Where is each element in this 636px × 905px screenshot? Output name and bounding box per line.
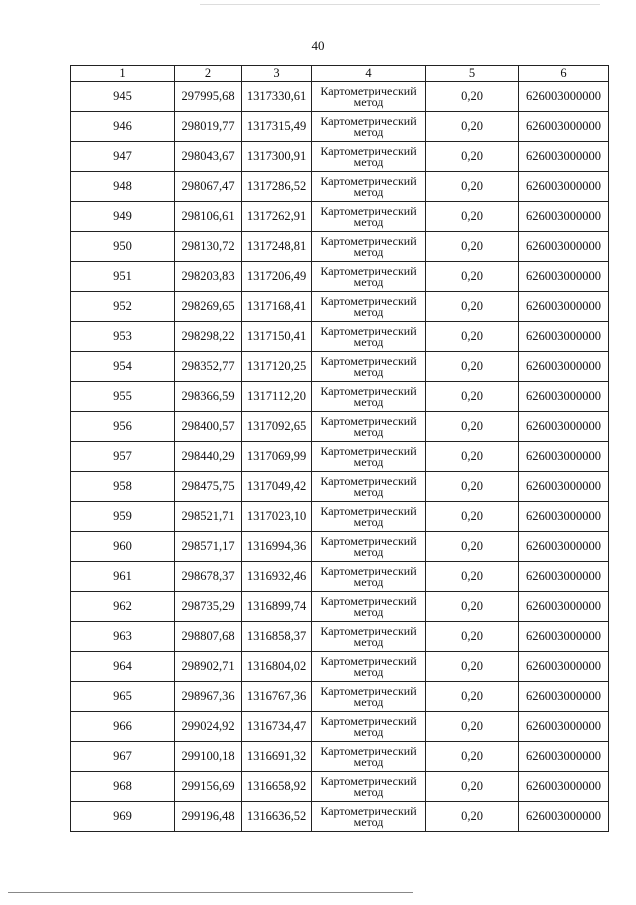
cell-x-coordinate: 298571,17 <box>175 532 242 562</box>
method-line-1: Картометрический <box>320 233 417 248</box>
cell-y-coordinate: 1316767,36 <box>242 682 312 712</box>
table-row <box>71 502 609 532</box>
cell-method <box>312 472 426 502</box>
method-line-1: Картометрический <box>320 473 417 488</box>
cell-x-coordinate: 298475,75 <box>175 472 242 502</box>
top-rule <box>200 4 600 5</box>
bottom-rule <box>8 892 413 893</box>
cell-code: 626003000000 <box>519 712 609 742</box>
method-line-2: метод <box>353 334 384 349</box>
cell-point-number: 960 <box>71 532 175 562</box>
cell-y-coordinate: 1317286,52 <box>242 172 312 202</box>
cell-accuracy: 0,20 <box>426 382 519 412</box>
method-line-2: метод <box>353 184 384 199</box>
cell-y-coordinate: 1317150,41 <box>242 322 312 352</box>
cell-code: 626003000000 <box>519 472 609 502</box>
cell-code: 626003000000 <box>519 502 609 532</box>
method-line-1: Картометрический <box>320 143 417 158</box>
table-row <box>71 142 609 172</box>
method-line-2: метод <box>353 484 384 499</box>
cell-accuracy: 0,20 <box>426 172 519 202</box>
table-row <box>71 472 609 502</box>
cell-accuracy: 0,20 <box>426 442 519 472</box>
method-line-1: Картометрический <box>320 653 417 668</box>
method-line-2: метод <box>353 304 384 319</box>
coordinates-table <box>70 65 609 832</box>
cell-code: 626003000000 <box>519 532 609 562</box>
method-line-1: Картометрический <box>320 443 417 458</box>
cell-accuracy: 0,20 <box>426 502 519 532</box>
cell-method <box>312 142 426 172</box>
cell-y-coordinate: 1317092,65 <box>242 412 312 442</box>
method-line-2: метод <box>353 724 384 739</box>
cell-x-coordinate: 298967,36 <box>175 682 242 712</box>
cell-method <box>312 772 426 802</box>
cell-x-coordinate: 298400,57 <box>175 412 242 442</box>
method-line-1: Картометрический <box>320 263 417 278</box>
cell-x-coordinate: 298203,83 <box>175 262 242 292</box>
cell-x-coordinate: 298521,71 <box>175 502 242 532</box>
cell-method <box>312 322 426 352</box>
cell-accuracy: 0,20 <box>426 112 519 142</box>
table-row <box>71 382 609 412</box>
method-line-1: Картометрический <box>320 113 417 128</box>
cell-accuracy: 0,20 <box>426 202 519 232</box>
method-line-1: Картометрический <box>320 683 417 698</box>
method-line-1: Картометрический <box>320 83 417 98</box>
cell-x-coordinate: 298366,59 <box>175 382 242 412</box>
table-row <box>71 172 609 202</box>
cell-code: 626003000000 <box>519 82 609 112</box>
cell-y-coordinate: 1316804,02 <box>242 652 312 682</box>
method-line-2: метод <box>353 124 384 139</box>
cell-accuracy: 0,20 <box>426 262 519 292</box>
table-row <box>71 772 609 802</box>
cell-y-coordinate: 1317248,81 <box>242 232 312 262</box>
cell-code: 626003000000 <box>519 112 609 142</box>
method-line-1: Картометрический <box>320 803 417 818</box>
cell-y-coordinate: 1316658,92 <box>242 772 312 802</box>
cell-point-number: 966 <box>71 712 175 742</box>
table-row <box>71 652 609 682</box>
method-line-2: метод <box>353 424 384 439</box>
cell-code: 626003000000 <box>519 292 609 322</box>
cell-code: 626003000000 <box>519 322 609 352</box>
method-line-2: метод <box>353 274 384 289</box>
cell-method <box>312 502 426 532</box>
cell-code: 626003000000 <box>519 352 609 382</box>
table-row <box>71 202 609 232</box>
cell-x-coordinate: 299100,18 <box>175 742 242 772</box>
cell-method <box>312 682 426 712</box>
cell-point-number: 967 <box>71 742 175 772</box>
cell-y-coordinate: 1317023,10 <box>242 502 312 532</box>
cell-x-coordinate: 298902,71 <box>175 652 242 682</box>
table-row <box>71 232 609 262</box>
cell-code: 626003000000 <box>519 772 609 802</box>
column-header-6: 6 <box>519 66 609 82</box>
cell-method <box>312 292 426 322</box>
cell-point-number: 969 <box>71 802 175 832</box>
method-line-2: метод <box>353 454 384 469</box>
cell-accuracy: 0,20 <box>426 142 519 172</box>
cell-method <box>312 112 426 142</box>
cell-x-coordinate: 298298,22 <box>175 322 242 352</box>
cell-point-number: 950 <box>71 232 175 262</box>
table-row <box>71 742 609 772</box>
cell-accuracy: 0,20 <box>426 622 519 652</box>
cell-point-number: 963 <box>71 622 175 652</box>
cell-method <box>312 592 426 622</box>
cell-method <box>312 382 426 412</box>
method-line-1: Картометрический <box>320 503 417 518</box>
cell-y-coordinate: 1317315,49 <box>242 112 312 142</box>
cell-method <box>312 412 426 442</box>
method-line-2: метод <box>353 814 384 829</box>
cell-method <box>312 442 426 472</box>
cell-code: 626003000000 <box>519 652 609 682</box>
cell-method <box>312 532 426 562</box>
cell-point-number: 965 <box>71 682 175 712</box>
method-line-1: Картометрический <box>320 563 417 578</box>
method-line-1: Картометрический <box>320 353 417 368</box>
table-row <box>71 532 609 562</box>
cell-method <box>312 82 426 112</box>
cell-accuracy: 0,20 <box>426 532 519 562</box>
cell-accuracy: 0,20 <box>426 562 519 592</box>
cell-y-coordinate: 1316932,46 <box>242 562 312 592</box>
cell-code: 626003000000 <box>519 682 609 712</box>
cell-point-number: 968 <box>71 772 175 802</box>
method-line-2: метод <box>353 694 384 709</box>
table-row <box>71 442 609 472</box>
cell-code: 626003000000 <box>519 442 609 472</box>
cell-point-number: 956 <box>71 412 175 442</box>
method-line-1: Картометрический <box>320 533 417 548</box>
column-header-4: 4 <box>312 66 426 82</box>
cell-x-coordinate: 298130,72 <box>175 232 242 262</box>
cell-y-coordinate: 1316899,74 <box>242 592 312 622</box>
cell-point-number: 949 <box>71 202 175 232</box>
cell-code: 626003000000 <box>519 802 609 832</box>
method-line-1: Картометрический <box>320 413 417 428</box>
method-line-2: метод <box>353 154 384 169</box>
cell-method <box>312 352 426 382</box>
cell-accuracy: 0,20 <box>426 802 519 832</box>
cell-point-number: 964 <box>71 652 175 682</box>
cell-point-number: 953 <box>71 322 175 352</box>
cell-x-coordinate: 298735,29 <box>175 592 242 622</box>
cell-y-coordinate: 1317300,91 <box>242 142 312 172</box>
table-row <box>71 712 609 742</box>
column-header-5: 5 <box>426 66 519 82</box>
cell-y-coordinate: 1317262,91 <box>242 202 312 232</box>
cell-accuracy: 0,20 <box>426 772 519 802</box>
cell-y-coordinate: 1317069,99 <box>242 442 312 472</box>
cell-y-coordinate: 1316858,37 <box>242 622 312 652</box>
cell-point-number: 945 <box>71 82 175 112</box>
cell-code: 626003000000 <box>519 622 609 652</box>
cell-accuracy: 0,20 <box>426 712 519 742</box>
cell-method <box>312 562 426 592</box>
method-line-1: Картометрический <box>320 203 417 218</box>
method-line-2: метод <box>353 784 384 799</box>
cell-code: 626003000000 <box>519 232 609 262</box>
cell-y-coordinate: 1316734,47 <box>242 712 312 742</box>
cell-code: 626003000000 <box>519 202 609 232</box>
cell-point-number: 952 <box>71 292 175 322</box>
cell-code: 626003000000 <box>519 382 609 412</box>
method-line-2: метод <box>353 514 384 529</box>
method-line-1: Картометрический <box>320 593 417 608</box>
cell-point-number: 951 <box>71 262 175 292</box>
method-line-2: метод <box>353 394 384 409</box>
column-header-3: 3 <box>242 66 312 82</box>
cell-accuracy: 0,20 <box>426 592 519 622</box>
cell-accuracy: 0,20 <box>426 322 519 352</box>
cell-accuracy: 0,20 <box>426 652 519 682</box>
method-line-2: метод <box>353 94 384 109</box>
method-line-2: метод <box>353 634 384 649</box>
cell-x-coordinate: 298440,29 <box>175 442 242 472</box>
cell-method <box>312 712 426 742</box>
cell-method <box>312 262 426 292</box>
cell-code: 626003000000 <box>519 172 609 202</box>
table-row <box>71 412 609 442</box>
cell-x-coordinate: 298019,77 <box>175 112 242 142</box>
cell-method <box>312 202 426 232</box>
column-header-2: 2 <box>175 66 242 82</box>
table-row <box>71 352 609 382</box>
cell-x-coordinate: 298352,77 <box>175 352 242 382</box>
method-line-1: Картометрический <box>320 383 417 398</box>
cell-code: 626003000000 <box>519 262 609 292</box>
cell-accuracy: 0,20 <box>426 412 519 442</box>
table-row <box>71 292 609 322</box>
cell-x-coordinate: 298269,65 <box>175 292 242 322</box>
cell-method <box>312 802 426 832</box>
cell-accuracy: 0,20 <box>426 82 519 112</box>
method-line-2: метод <box>353 664 384 679</box>
column-header-1: 1 <box>71 66 175 82</box>
cell-method <box>312 742 426 772</box>
cell-method <box>312 652 426 682</box>
cell-method <box>312 172 426 202</box>
table-row <box>71 622 609 652</box>
cell-x-coordinate: 299024,92 <box>175 712 242 742</box>
cell-y-coordinate: 1317049,42 <box>242 472 312 502</box>
method-line-1: Картометрический <box>320 623 417 638</box>
table-header-row <box>71 66 609 82</box>
cell-y-coordinate: 1317330,61 <box>242 82 312 112</box>
cell-point-number: 946 <box>71 112 175 142</box>
method-line-2: метод <box>353 244 384 259</box>
cell-code: 626003000000 <box>519 562 609 592</box>
cell-point-number: 955 <box>71 382 175 412</box>
cell-method <box>312 232 426 262</box>
cell-point-number: 958 <box>71 472 175 502</box>
method-line-1: Картометрический <box>320 713 417 728</box>
method-line-1: Картометрический <box>320 293 417 308</box>
table-row <box>71 682 609 712</box>
cell-x-coordinate: 299196,48 <box>175 802 242 832</box>
cell-point-number: 947 <box>71 142 175 172</box>
method-line-2: метод <box>353 364 384 379</box>
table-row <box>71 112 609 142</box>
cell-point-number: 957 <box>71 442 175 472</box>
cell-accuracy: 0,20 <box>426 232 519 262</box>
cell-point-number: 959 <box>71 502 175 532</box>
cell-method <box>312 622 426 652</box>
cell-x-coordinate: 298106,61 <box>175 202 242 232</box>
cell-y-coordinate: 1317120,25 <box>242 352 312 382</box>
cell-y-coordinate: 1316636,52 <box>242 802 312 832</box>
cell-point-number: 948 <box>71 172 175 202</box>
table-row <box>71 82 609 112</box>
cell-x-coordinate: 298043,67 <box>175 142 242 172</box>
cell-x-coordinate: 299156,69 <box>175 772 242 802</box>
cell-y-coordinate: 1317206,49 <box>242 262 312 292</box>
cell-accuracy: 0,20 <box>426 352 519 382</box>
cell-code: 626003000000 <box>519 742 609 772</box>
cell-code: 626003000000 <box>519 412 609 442</box>
method-line-2: метод <box>353 754 384 769</box>
cell-y-coordinate: 1316994,36 <box>242 532 312 562</box>
cell-point-number: 962 <box>71 592 175 622</box>
cell-code: 626003000000 <box>519 142 609 172</box>
cell-x-coordinate: 298067,47 <box>175 172 242 202</box>
cell-y-coordinate: 1317112,20 <box>242 382 312 412</box>
cell-accuracy: 0,20 <box>426 292 519 322</box>
table-row <box>71 802 609 832</box>
method-line-1: Картометрический <box>320 173 417 188</box>
cell-code: 626003000000 <box>519 592 609 622</box>
table-row <box>71 562 609 592</box>
method-line-2: метод <box>353 574 384 589</box>
cell-accuracy: 0,20 <box>426 472 519 502</box>
method-line-1: Картометрический <box>320 323 417 338</box>
table-row <box>71 322 609 352</box>
cell-x-coordinate: 298807,68 <box>175 622 242 652</box>
method-line-2: метод <box>353 544 384 559</box>
cell-y-coordinate: 1317168,41 <box>242 292 312 322</box>
cell-y-coordinate: 1316691,32 <box>242 742 312 772</box>
cell-x-coordinate: 297995,68 <box>175 82 242 112</box>
method-line-1: Картометрический <box>320 773 417 788</box>
cell-point-number: 954 <box>71 352 175 382</box>
table-body <box>71 82 609 832</box>
page-number: 40 <box>311 38 325 53</box>
cell-accuracy: 0,20 <box>426 742 519 772</box>
cell-point-number: 961 <box>71 562 175 592</box>
table-row <box>71 592 609 622</box>
table-row <box>71 262 609 292</box>
method-line-1: Картометрический <box>320 743 417 758</box>
method-line-2: метод <box>353 214 384 229</box>
cell-x-coordinate: 298678,37 <box>175 562 242 592</box>
method-line-2: метод <box>353 604 384 619</box>
cell-accuracy: 0,20 <box>426 682 519 712</box>
